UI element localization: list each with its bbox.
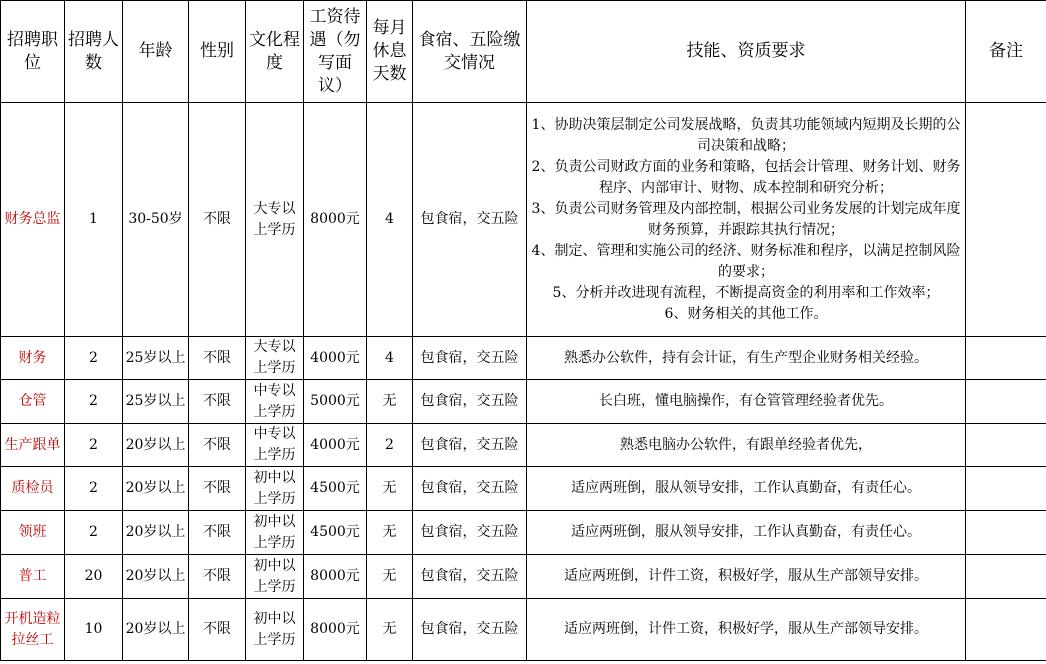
job-benefits: 包食宿，交五险 — [413, 555, 527, 599]
job-gender: 不限 — [189, 424, 246, 467]
job-rest-days: 无 — [367, 511, 413, 555]
job-rest-days: 无 — [367, 380, 413, 424]
job-position: 普工 — [1, 555, 65, 599]
job-benefits: 包食宿，交五险 — [413, 599, 527, 661]
job-benefits: 包食宿，交五险 — [413, 380, 527, 424]
table-row — [1, 555, 1046, 599]
job-remarks — [966, 337, 1046, 380]
header-count: 招聘人数 — [65, 1, 123, 103]
header-requirements: 技能、资质要求 — [527, 1, 966, 103]
table-row — [1, 599, 1046, 661]
job-gender: 不限 — [189, 380, 246, 424]
job-remarks — [966, 555, 1046, 599]
job-education: 初中以上学历 — [246, 511, 304, 555]
job-rest-days: 2 — [367, 424, 413, 467]
job-requirements: 长白班，懂电脑操作，有仓管管理经验者优先。 — [527, 380, 966, 424]
job-salary: 8000元 — [304, 599, 367, 661]
job-education: 初中以上学历 — [246, 467, 304, 511]
job-age: 20岁以上 — [123, 424, 189, 467]
job-benefits: 包食宿，交五险 — [413, 103, 527, 337]
job-requirements: 适应两班倒，服从领导安排，工作认真勤奋，有责任心。 — [527, 467, 966, 511]
job-education: 中专以上学历 — [246, 380, 304, 424]
job-remarks — [966, 467, 1046, 511]
job-remarks — [966, 380, 1046, 424]
job-education: 初中以上学历 — [246, 599, 304, 661]
job-position: 质检员 — [1, 467, 65, 511]
job-count: 20 — [65, 555, 123, 599]
job-position: 领班 — [1, 511, 65, 555]
job-benefits: 包食宿，交五险 — [413, 467, 527, 511]
table-row — [1, 103, 1046, 337]
job-age: 20岁以上 — [123, 467, 189, 511]
job-rest-days: 4 — [367, 337, 413, 380]
requirement-item: 4、制定、管理和实施公司的经济、财务标准和程序，以满足控制风险的要求； — [531, 242, 961, 280]
job-requirements: 熟悉电脑办公软件，有跟单经验者优先， — [527, 424, 966, 467]
requirement-item: 3、负责公司财务管理及内部控制，根据公司业务发展的计划完成年度财务预算，并跟踪其执行情况； — [531, 200, 961, 238]
job-salary: 8000元 — [304, 103, 367, 337]
job-age: 20岁以上 — [123, 555, 189, 599]
job-remarks — [966, 511, 1046, 555]
job-position: 开机造粒拉丝工 — [1, 599, 65, 661]
job-education: 初中以上学历 — [246, 555, 304, 599]
job-age: 20岁以上 — [123, 599, 189, 661]
table-row — [1, 380, 1046, 424]
job-gender: 不限 — [189, 599, 246, 661]
requirement-item: 6、财务相关的其他工作。 — [664, 305, 828, 322]
job-requirements — [527, 103, 966, 337]
header-row — [1, 1, 1046, 103]
requirement-item: 2、负责公司财政方面的业务和策略，包括会计管理、财务计划、财务程序、内部审计、财物、成本控制和研究分析； — [531, 158, 961, 196]
job-salary: 4000元 — [304, 337, 367, 380]
job-position: 生产跟单 — [1, 424, 65, 467]
job-salary: 8000元 — [304, 555, 367, 599]
job-count: 2 — [65, 380, 123, 424]
header-age: 年龄 — [123, 1, 189, 103]
job-remarks — [966, 103, 1046, 337]
requirement-item: 1、协助决策层制定公司发展战略，负责其功能领域内短期及长期的公司决策和战略； — [531, 116, 961, 154]
job-requirements: 适应两班倒，计件工资，积极好学，服从生产部领导安排。 — [527, 599, 966, 661]
job-rest-days: 4 — [367, 103, 413, 337]
job-remarks — [966, 424, 1046, 467]
table-row — [1, 511, 1046, 555]
requirement-item: 5、分析并改进现有流程，不断提高资金的利用率和工作效率； — [552, 284, 940, 301]
job-gender: 不限 — [189, 555, 246, 599]
header-gender: 性别 — [189, 1, 246, 103]
header-remarks: 备注 — [966, 1, 1046, 103]
job-position: 仓管 — [1, 380, 65, 424]
table-row — [1, 424, 1046, 467]
job-salary: 4500元 — [304, 511, 367, 555]
job-count: 1 — [65, 103, 123, 337]
job-salary: 4000元 — [304, 424, 367, 467]
job-benefits: 包食宿，交五险 — [413, 337, 527, 380]
job-rest-days: 无 — [367, 555, 413, 599]
job-requirements: 熟悉办公软件，持有会计证，有生产型企业财务相关经验。 — [527, 337, 966, 380]
table-row — [1, 337, 1046, 380]
header-benefits: 食宿、五险缴交情况 — [413, 1, 527, 103]
job-rest-days: 无 — [367, 599, 413, 661]
job-age: 20岁以上 — [123, 511, 189, 555]
job-count: 10 — [65, 599, 123, 661]
job-rest-days: 无 — [367, 467, 413, 511]
job-count: 2 — [65, 467, 123, 511]
header-salary: 工资待遇（勿写面议） — [304, 1, 367, 103]
job-education: 中专以上学历 — [246, 424, 304, 467]
table-row — [1, 467, 1046, 511]
job-requirements: 适应两班倒，服从领导安排，工作认真勤奋，有责任心。 — [527, 511, 966, 555]
job-education: 大专以上学历 — [246, 337, 304, 380]
job-requirements: 适应两班倒，计件工资，积极好学，服从生产部领导安排。 — [527, 555, 966, 599]
job-salary: 4500元 — [304, 467, 367, 511]
job-age: 30-50岁 — [123, 103, 189, 337]
header-education: 文化程度 — [246, 1, 304, 103]
job-gender: 不限 — [189, 103, 246, 337]
job-count: 2 — [65, 337, 123, 380]
job-age: 25岁以上 — [123, 337, 189, 380]
job-education: 大专以上学历 — [246, 103, 304, 337]
job-count: 2 — [65, 511, 123, 555]
job-count: 2 — [65, 424, 123, 467]
header-rest-days: 每月休息天数 — [367, 1, 413, 103]
job-benefits: 包食宿，交五险 — [413, 511, 527, 555]
job-benefits: 包食宿，交五险 — [413, 424, 527, 467]
job-gender: 不限 — [189, 337, 246, 380]
job-position: 财务总监 — [1, 103, 65, 337]
header-position: 招聘职位 — [1, 1, 65, 103]
job-remarks — [966, 599, 1046, 661]
job-salary: 5000元 — [304, 380, 367, 424]
job-gender: 不限 — [189, 511, 246, 555]
job-age: 25岁以上 — [123, 380, 189, 424]
job-gender: 不限 — [189, 467, 246, 511]
job-position: 财务 — [1, 337, 65, 380]
